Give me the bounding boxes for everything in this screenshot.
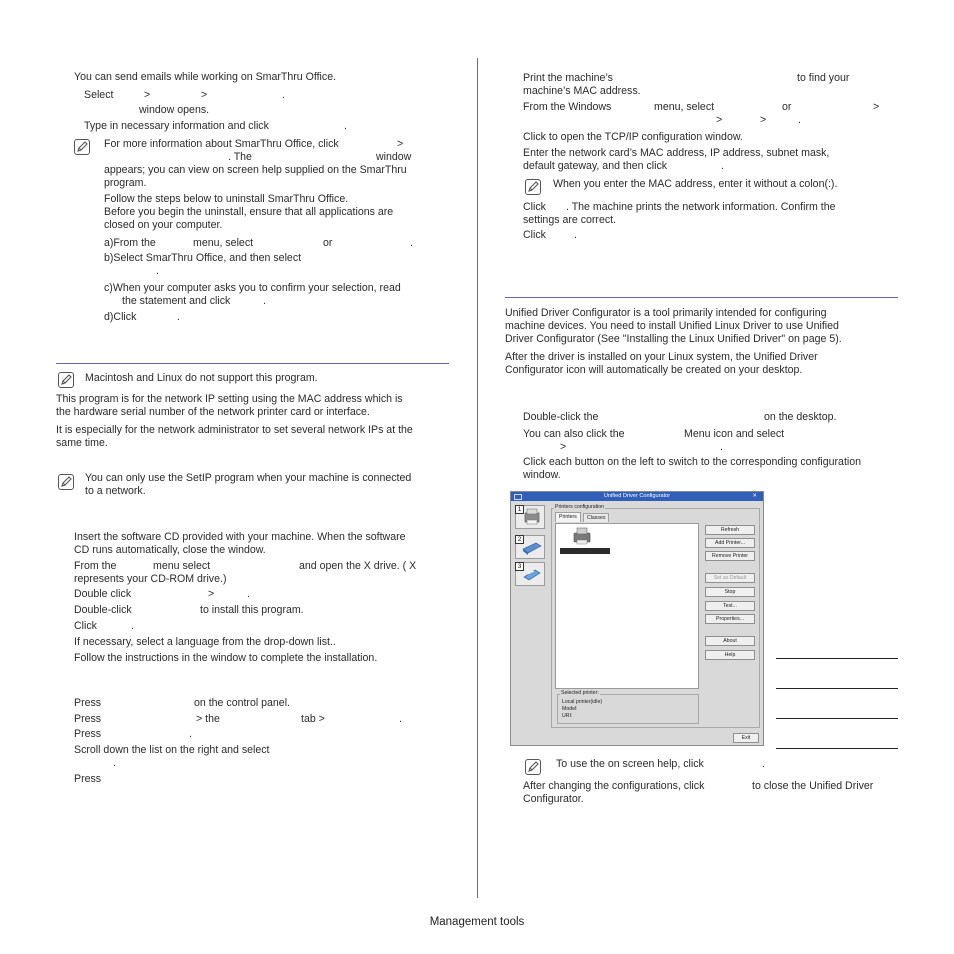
close-icon[interactable]: ✕ <box>752 493 757 499</box>
install-step: Double-click <box>74 604 132 616</box>
column-divider <box>477 58 478 898</box>
ports-config-button[interactable] <box>515 562 545 586</box>
help-button[interactable]: Help <box>705 650 755 660</box>
setip-step: . <box>574 229 577 241</box>
panel-step: Press <box>74 728 102 740</box>
uninstall-step-b: . <box>156 265 159 277</box>
note-text: closed on your computer. <box>104 219 223 231</box>
uninstall-step-a: . <box>410 237 413 249</box>
note-text: Follow the steps below to uninstall SmarThru Office. <box>104 193 349 205</box>
paragraph: machine devices. You need to install Unified Linux Driver to use Unified <box>505 320 839 332</box>
stop-button[interactable]: Stop <box>705 587 755 597</box>
configurator-step: You can also click the <box>523 428 625 440</box>
setip-step: Click <box>523 201 546 213</box>
note-text: . The <box>228 151 252 163</box>
paragraph: Configurator. <box>523 793 584 805</box>
setip-step: From the Windows <box>523 101 612 113</box>
step-text: > <box>144 89 151 101</box>
step-text: > <box>201 89 208 101</box>
selected-printer-label: Selected printer: <box>561 690 599 696</box>
note-text: To use the on screen help, click <box>556 758 704 770</box>
paragraph: to close the Unified Driver <box>752 780 874 792</box>
uninstall-step-a: or <box>323 237 333 249</box>
panel-step: . <box>399 713 402 725</box>
paragraph: After changing the configurations, click <box>523 780 705 792</box>
configurator-step: Menu icon and select <box>684 428 785 440</box>
callout-line <box>776 688 898 689</box>
step-text: Select <box>84 89 114 101</box>
group-label: Printers configuration <box>555 504 605 510</box>
uninstall-step-c: . <box>263 295 266 307</box>
note-text: . <box>762 758 765 770</box>
install-step: CD runs automatically, close the window. <box>74 544 266 556</box>
panel-step: Press <box>74 773 102 785</box>
panel-step: Press <box>74 697 102 709</box>
note-text: For more information about SmarThru Office, click <box>104 138 339 150</box>
setip-step: machine’s MAC address. <box>523 85 641 97</box>
window-titlebar <box>511 492 763 501</box>
callout-number: 1 <box>515 505 524 514</box>
scanners-config-button[interactable] <box>515 535 545 559</box>
remove-printer-button[interactable]: Remove Printer <box>705 551 755 561</box>
selected-printer-status: Local printer(idle) <box>562 699 603 705</box>
tab-classes[interactable]: Classes <box>583 513 609 522</box>
paragraph: It is especially for the network administrator to set several network IPs at the <box>56 424 413 436</box>
setip-step: Enter the network card’s MAC address, IP address, subnet mask, <box>523 147 830 159</box>
install-step: Follow the instructions in the window to complete the installation. <box>74 652 378 664</box>
paragraph: same time. <box>56 437 108 449</box>
section-rule <box>56 363 449 364</box>
callout-line <box>776 748 898 749</box>
setip-step: . <box>721 160 724 172</box>
note-text: window <box>376 151 412 163</box>
configurator-step: Double-click the <box>523 411 599 423</box>
configurator-step: window. <box>523 469 561 481</box>
install-step: menu select <box>153 560 211 572</box>
note-text: When you enter the MAC address, enter it without a colon(:). <box>553 178 838 190</box>
note-text: > <box>397 138 404 150</box>
setip-step: default gateway, and then click <box>523 160 668 172</box>
paragraph: Configurator icon will automatically be created on your desktop. <box>505 364 803 376</box>
install-step: Insert the software CD provided with your machine. When the software <box>74 531 406 543</box>
uninstall-step-c: the statement and click <box>122 295 231 307</box>
install-step: Double click <box>74 588 132 600</box>
unified-driver-configurator-window <box>510 491 764 746</box>
install-step: Click <box>74 620 97 632</box>
paragraph: Driver Configurator (See "Installing the Linux Unified Driver" on page 5). <box>505 333 842 345</box>
setip-step: menu, select <box>654 101 715 113</box>
note-text: Before you begin the uninstall, ensure that all applications are <box>104 206 394 218</box>
refresh-button[interactable]: Refresh <box>705 525 755 535</box>
panel-step: Scroll down the list on the right and select <box>74 744 270 756</box>
printers-config-button[interactable] <box>515 505 545 529</box>
note-icon <box>525 759 541 775</box>
paragraph-email: You can send emails while working on SmarThru Office. <box>74 71 337 83</box>
exit-button[interactable]: Exit <box>733 733 759 743</box>
step-text: window opens. <box>139 104 210 116</box>
uninstall-step-d: d)Click <box>104 311 137 323</box>
install-step: . <box>247 588 250 600</box>
note-icon <box>58 474 74 490</box>
configurator-step: on the desktop. <box>764 411 837 423</box>
setip-step: . The machine prints the network information. Confirm the <box>566 201 836 213</box>
page-footer: Management tools <box>429 916 525 928</box>
paragraph: the hardware serial number of the network printer card or interface. <box>56 406 370 418</box>
selected-printer-item[interactable] <box>560 548 610 554</box>
configurator-step: > <box>560 441 567 453</box>
properties-button[interactable]: Properties... <box>705 614 755 624</box>
install-step: If necessary, select a language from the drop-down list.. <box>74 636 336 648</box>
panel-step: . <box>189 728 192 740</box>
setip-step: or <box>782 101 792 113</box>
note-text: appears; you can view on screen help supplied on the SmarThru <box>104 164 407 176</box>
selected-printer-model: Model: <box>562 706 578 712</box>
uninstall-step-c: c)When your computer asks you to confirm your selection, read <box>104 282 401 294</box>
note-text: You can only use the SetIP program when your machine is connected <box>85 472 412 484</box>
setip-step: > <box>716 114 723 126</box>
setip-step: settings are correct. <box>523 214 617 226</box>
setip-step: Print the machine’s <box>523 72 613 84</box>
setip-step: . <box>798 114 801 126</box>
selected-printer-uri: URI: <box>562 713 573 719</box>
setip-step: to find your <box>797 72 850 84</box>
note-text: program. <box>104 177 147 189</box>
install-step: to install this program. <box>200 604 304 616</box>
setip-step: Click to open the TCP/IP configuration window. <box>523 131 743 143</box>
step-text: . <box>344 120 347 132</box>
add-printer-button[interactable]: Add Printer... <box>705 538 755 548</box>
uninstall-step-a: a)From the <box>104 237 156 249</box>
printer-list[interactable] <box>555 523 699 689</box>
uninstall-step-b: b)Select SmarThru Office, and then select <box>104 252 302 264</box>
panel-step: > the <box>196 713 220 725</box>
about-button[interactable]: About <box>705 636 755 646</box>
note-icon <box>58 372 74 388</box>
step-text: Type in necessary information and click <box>84 120 269 132</box>
section-rule <box>505 297 898 298</box>
callout-line <box>776 718 898 719</box>
set-as-default-button[interactable]: Set as Default <box>705 573 755 583</box>
uninstall-step-d: . <box>177 311 180 323</box>
setip-step: > <box>873 101 880 113</box>
panel-step: . <box>113 757 116 769</box>
note-icon <box>74 139 90 155</box>
paragraph: Unified Driver Configurator is a tool primarily intended for configuring <box>505 307 827 319</box>
callout-line <box>776 658 898 659</box>
paragraph: This program is for the network IP setting using the MAC address which is <box>56 393 403 405</box>
uninstall-step-a: menu, select <box>193 237 254 249</box>
install-step: represents your CD-ROM drive.) <box>74 573 227 585</box>
window-title: Unified Driver Configurator <box>603 493 671 499</box>
step-text: . <box>282 89 285 101</box>
note-text: to a network. <box>85 485 146 497</box>
panel-step: on the control panel. <box>194 697 291 709</box>
panel-step: Press <box>74 713 102 725</box>
test-button[interactable]: Test... <box>705 601 755 611</box>
window-menu-icon[interactable] <box>514 494 522 500</box>
printer-icon <box>570 526 596 546</box>
configurator-step: . <box>720 441 723 453</box>
note-icon <box>525 179 541 195</box>
tab-printers[interactable]: Printers <box>555 512 581 522</box>
note-text: Macintosh and Linux do not support this program. <box>85 372 318 384</box>
callout-number: 3 <box>515 562 524 571</box>
setip-step: > <box>760 114 767 126</box>
panel-step: tab > <box>301 713 325 725</box>
callout-number: 2 <box>515 535 524 544</box>
install-step: and open the X drive. ( X <box>299 560 417 572</box>
configurator-step: Click each button on the left to switch to the corresponding configuration <box>523 456 862 468</box>
install-step: From the <box>74 560 117 572</box>
setip-step: Click <box>523 229 546 241</box>
install-step: > <box>208 588 215 600</box>
install-step: . <box>131 620 134 632</box>
paragraph: After the driver is installed on your Linux system, the Unified Driver <box>505 351 818 363</box>
